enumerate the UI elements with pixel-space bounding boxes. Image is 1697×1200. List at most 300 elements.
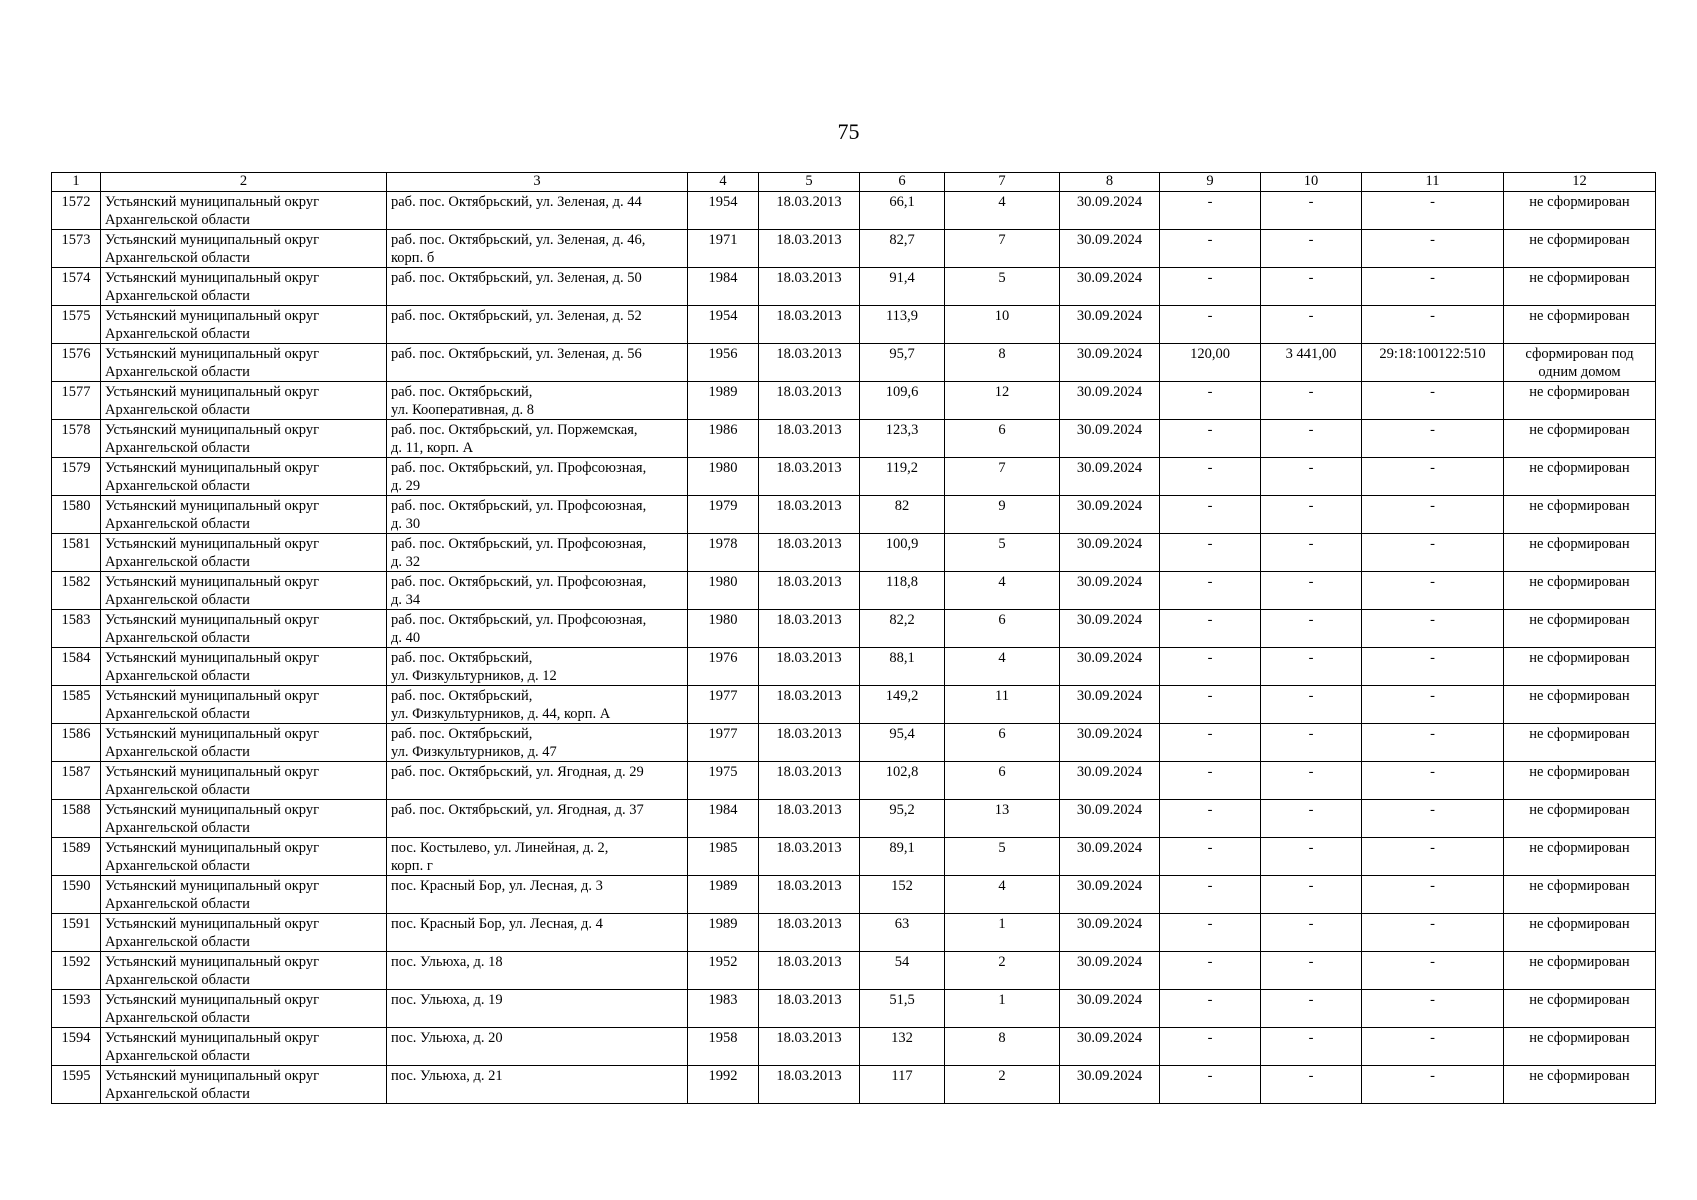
planned-date-cell-line: 30.09.2024 bbox=[1076, 764, 1143, 780]
table-row bbox=[52, 686, 1656, 724]
address-cell-line: раб. пос. Октябрьский, bbox=[391, 688, 533, 704]
table-row bbox=[52, 534, 1656, 572]
residents-cell-line: 1 bbox=[998, 916, 1006, 932]
year-cell-line: 1989 bbox=[708, 916, 738, 932]
status-cell bbox=[1504, 762, 1656, 800]
col10-cell-line: - bbox=[1308, 992, 1314, 1008]
owner-cell-line: Архангельской области bbox=[105, 972, 250, 988]
col10-cell-line: - bbox=[1308, 422, 1314, 438]
page-number: 75 bbox=[837, 119, 860, 144]
planned-date-cell bbox=[1060, 990, 1160, 1028]
status-cell bbox=[1504, 496, 1656, 534]
status-cell bbox=[1504, 192, 1656, 230]
address-cell-line: раб. пос. Октябрьский, ул. Ягодная, д. 37 bbox=[391, 802, 644, 818]
row-number-cell-line: 1585 bbox=[61, 688, 91, 704]
residents-cell-line: 12 bbox=[994, 384, 1010, 400]
col9-cell bbox=[1160, 914, 1261, 952]
address-cell bbox=[387, 192, 688, 230]
date-cell-line: 18.03.2013 bbox=[776, 232, 842, 248]
col10-cell-line: - bbox=[1308, 650, 1314, 666]
cadastral-cell-line: - bbox=[1430, 308, 1435, 324]
date-cell-line: 18.03.2013 bbox=[776, 384, 842, 400]
owner-cell bbox=[101, 534, 387, 572]
owner-cell-line: Устьянский муниципальный округ bbox=[105, 498, 320, 514]
status-cell-line: не сформирован bbox=[1529, 1030, 1630, 1046]
owner-cell bbox=[101, 306, 387, 344]
date-cell bbox=[759, 610, 860, 648]
owner-cell-line: Архангельской области bbox=[105, 896, 250, 912]
residents-cell bbox=[945, 496, 1060, 534]
year-cell-line: 1980 bbox=[708, 612, 738, 628]
table-row bbox=[52, 1066, 1656, 1104]
status-cell bbox=[1504, 458, 1656, 496]
cadastral-cell-line: - bbox=[1430, 764, 1435, 780]
col9-cell-line: - bbox=[1207, 650, 1213, 666]
year-cell bbox=[688, 686, 759, 724]
year-cell bbox=[688, 914, 759, 952]
planned-date-cell bbox=[1060, 268, 1160, 306]
status-cell bbox=[1504, 1066, 1656, 1104]
planned-date-cell bbox=[1060, 496, 1160, 534]
date-cell bbox=[759, 914, 860, 952]
cadastral-cell bbox=[1362, 230, 1504, 268]
owner-cell-line: Устьянский муниципальный округ bbox=[105, 992, 320, 1008]
year-cell-line: 1984 bbox=[708, 270, 738, 286]
area-cell-line: 51,5 bbox=[889, 992, 915, 1008]
status-cell-line: одним домом bbox=[1538, 364, 1621, 380]
date-cell bbox=[759, 268, 860, 306]
row-number-cell bbox=[52, 952, 101, 990]
col10-cell bbox=[1261, 838, 1362, 876]
planned-date-cell-line: 30.09.2024 bbox=[1076, 726, 1143, 742]
col9-cell bbox=[1160, 838, 1261, 876]
residents-cell bbox=[945, 990, 1060, 1028]
col10-cell bbox=[1261, 420, 1362, 458]
address-cell bbox=[387, 686, 688, 724]
row-number-cell bbox=[52, 876, 101, 914]
planned-date-cell-line: 30.09.2024 bbox=[1076, 1068, 1143, 1084]
address-cell bbox=[387, 800, 688, 838]
area-cell-line: 91,4 bbox=[889, 270, 915, 286]
date-cell bbox=[759, 952, 860, 990]
residents-cell bbox=[945, 306, 1060, 344]
year-cell bbox=[688, 420, 759, 458]
address-cell-line: раб. пос. Октябрьский, ул. Профсоюзная, bbox=[391, 612, 647, 628]
residents-cell-line: 7 bbox=[998, 232, 1006, 248]
col10-cell bbox=[1261, 382, 1362, 420]
area-cell-line: 118,8 bbox=[885, 574, 919, 590]
table-row bbox=[52, 914, 1656, 952]
planned-date-cell-line: 30.09.2024 bbox=[1076, 612, 1143, 628]
year-cell bbox=[688, 648, 759, 686]
col10-cell bbox=[1261, 534, 1362, 572]
address-cell-line: раб. пос. Октябрьский, ул. Поржемская, bbox=[391, 422, 638, 438]
col10-cell-line: 3 441,00 bbox=[1285, 346, 1337, 362]
year-cell bbox=[688, 572, 759, 610]
planned-date-cell bbox=[1060, 800, 1160, 838]
cadastral-cell-line: - bbox=[1430, 992, 1435, 1008]
owner-cell-line: Архангельской области bbox=[105, 516, 250, 532]
col9-cell-line: - bbox=[1207, 194, 1213, 210]
address-cell bbox=[387, 876, 688, 914]
col9-cell bbox=[1160, 876, 1261, 914]
row-number-cell bbox=[52, 306, 101, 344]
column-header: 11 bbox=[1362, 173, 1504, 192]
status-cell-line: не сформирован bbox=[1529, 650, 1630, 666]
col9-cell bbox=[1160, 458, 1261, 496]
residents-cell bbox=[945, 610, 1060, 648]
owner-cell-line: Устьянский муниципальный округ bbox=[105, 612, 320, 628]
planned-date-cell bbox=[1060, 1028, 1160, 1066]
col9-cell-line: - bbox=[1207, 612, 1213, 628]
planned-date-cell-line: 30.09.2024 bbox=[1076, 878, 1143, 894]
col9-cell bbox=[1160, 192, 1261, 230]
date-cell-line: 18.03.2013 bbox=[776, 954, 842, 970]
date-cell-line: 18.03.2013 bbox=[776, 308, 842, 324]
table-row bbox=[52, 876, 1656, 914]
area-cell bbox=[860, 724, 945, 762]
date-cell bbox=[759, 876, 860, 914]
table-row bbox=[52, 990, 1656, 1028]
area-cell bbox=[860, 458, 945, 496]
owner-cell-line: Устьянский муниципальный округ bbox=[105, 460, 320, 476]
status-cell-line: не сформирован bbox=[1529, 422, 1630, 438]
area-cell bbox=[860, 1066, 945, 1104]
date-cell bbox=[759, 990, 860, 1028]
owner-cell-line: Архангельской области bbox=[105, 440, 250, 456]
owner-cell bbox=[101, 724, 387, 762]
date-cell bbox=[759, 458, 860, 496]
row-number-cell-line: 1586 bbox=[61, 726, 91, 742]
table-row bbox=[52, 610, 1656, 648]
date-cell bbox=[759, 230, 860, 268]
col9-cell-line: - bbox=[1207, 232, 1213, 248]
area-cell-line: 66,1 bbox=[889, 194, 915, 210]
year-cell-line: 1980 bbox=[708, 574, 738, 590]
table-row bbox=[52, 1028, 1656, 1066]
area-cell bbox=[860, 762, 945, 800]
area-cell-line: 149,2 bbox=[885, 688, 919, 704]
area-cell bbox=[860, 914, 945, 952]
year-cell bbox=[688, 952, 759, 990]
address-cell-line: раб. пос. Октябрьский, bbox=[391, 650, 533, 666]
table-row bbox=[52, 306, 1656, 344]
status-cell-line: не сформирован bbox=[1529, 612, 1630, 628]
column-header: 10 bbox=[1261, 173, 1362, 192]
status-cell bbox=[1504, 686, 1656, 724]
residents-cell-line: 11 bbox=[995, 688, 1009, 704]
residents-cell bbox=[945, 686, 1060, 724]
column-header: 12 bbox=[1504, 173, 1656, 192]
date-cell-line: 18.03.2013 bbox=[776, 194, 842, 210]
year-cell bbox=[688, 610, 759, 648]
owner-cell-line: Устьянский муниципальный округ bbox=[105, 384, 320, 400]
cadastral-cell-line: - bbox=[1430, 954, 1435, 970]
address-cell-line: д. 32 bbox=[391, 554, 421, 570]
cadastral-cell-line: 29:18:100122:510 bbox=[1379, 346, 1486, 362]
address-cell-line: пос. Ульюха, д. 20 bbox=[391, 1030, 503, 1046]
col10-cell bbox=[1261, 192, 1362, 230]
date-cell-line: 18.03.2013 bbox=[776, 1030, 842, 1046]
residents-cell-line: 6 bbox=[998, 612, 1006, 628]
area-cell bbox=[860, 306, 945, 344]
owner-cell bbox=[101, 648, 387, 686]
planned-date-cell-line: 30.09.2024 bbox=[1076, 916, 1143, 932]
year-cell-line: 1954 bbox=[708, 194, 738, 210]
residents-cell-line: 6 bbox=[998, 726, 1006, 742]
year-cell-line: 1978 bbox=[708, 536, 738, 552]
col9-cell-line: - bbox=[1207, 916, 1213, 932]
year-cell-line: 1986 bbox=[708, 422, 738, 438]
column-header: 7 bbox=[945, 173, 1060, 192]
date-cell bbox=[759, 344, 860, 382]
year-cell bbox=[688, 1028, 759, 1066]
cadastral-cell bbox=[1362, 1028, 1504, 1066]
col10-cell bbox=[1261, 952, 1362, 990]
owner-cell bbox=[101, 268, 387, 306]
table-row bbox=[52, 496, 1656, 534]
area-cell bbox=[860, 838, 945, 876]
residents-cell-line: 2 bbox=[998, 954, 1006, 970]
cadastral-cell-line: - bbox=[1430, 1068, 1435, 1084]
cadastral-cell-line: - bbox=[1430, 536, 1435, 552]
col10-cell bbox=[1261, 306, 1362, 344]
date-cell bbox=[759, 686, 860, 724]
planned-date-cell-line: 30.09.2024 bbox=[1076, 650, 1143, 666]
address-cell-line: раб. пос. Октябрьский, bbox=[391, 726, 533, 742]
col10-cell-line: - bbox=[1308, 726, 1314, 742]
owner-cell-line: Устьянский муниципальный округ bbox=[105, 954, 320, 970]
date-cell-line: 18.03.2013 bbox=[776, 1068, 842, 1084]
col10-cell bbox=[1261, 762, 1362, 800]
col10-cell-line: - bbox=[1308, 916, 1314, 932]
address-cell-line: раб. пос. Октябрьский, ул. Зеленая, д. 46, bbox=[391, 232, 646, 248]
area-cell-line: 82,2 bbox=[889, 612, 915, 628]
table-row bbox=[52, 952, 1656, 990]
residents-cell bbox=[945, 458, 1060, 496]
cadastral-cell bbox=[1362, 306, 1504, 344]
row-number-cell-line: 1575 bbox=[61, 308, 91, 324]
year-cell-line: 1976 bbox=[708, 650, 738, 666]
status-cell bbox=[1504, 876, 1656, 914]
address-cell-line: пос. Костылево, ул. Линейная, д. 2, bbox=[391, 840, 609, 856]
date-cell-line: 18.03.2013 bbox=[776, 764, 842, 780]
row-number-cell bbox=[52, 686, 101, 724]
cadastral-cell-line: - bbox=[1430, 612, 1435, 628]
year-cell bbox=[688, 192, 759, 230]
planned-date-cell bbox=[1060, 382, 1160, 420]
cadastral-cell-line: - bbox=[1430, 460, 1435, 476]
row-number-cell bbox=[52, 192, 101, 230]
residents-cell bbox=[945, 268, 1060, 306]
area-cell-line: 95,2 bbox=[889, 802, 915, 818]
col9-cell bbox=[1160, 344, 1261, 382]
column-header: 6 bbox=[860, 173, 945, 192]
col10-cell bbox=[1261, 458, 1362, 496]
col9-cell bbox=[1160, 610, 1261, 648]
planned-date-cell bbox=[1060, 306, 1160, 344]
area-cell bbox=[860, 420, 945, 458]
status-cell bbox=[1504, 572, 1656, 610]
col10-cell-line: - bbox=[1308, 954, 1314, 970]
col9-cell-line: - bbox=[1207, 270, 1213, 286]
table-row bbox=[52, 724, 1656, 762]
cadastral-cell bbox=[1362, 610, 1504, 648]
status-cell-line: не сформирован bbox=[1529, 270, 1630, 286]
cadastral-cell-line: - bbox=[1430, 688, 1435, 704]
area-cell bbox=[860, 496, 945, 534]
owner-cell-line: Архангельской области bbox=[105, 402, 250, 418]
address-cell bbox=[387, 648, 688, 686]
planned-date-cell-line: 30.09.2024 bbox=[1076, 536, 1143, 552]
area-cell-line: 117 bbox=[891, 1068, 913, 1084]
table-row bbox=[52, 420, 1656, 458]
residents-cell bbox=[945, 838, 1060, 876]
row-number-cell-line: 1577 bbox=[61, 384, 91, 400]
table-row bbox=[52, 838, 1656, 876]
area-cell bbox=[860, 268, 945, 306]
cadastral-cell bbox=[1362, 648, 1504, 686]
date-cell-line: 18.03.2013 bbox=[776, 270, 842, 286]
cadastral-cell bbox=[1362, 496, 1504, 534]
col10-cell bbox=[1261, 800, 1362, 838]
date-cell-line: 18.03.2013 bbox=[776, 422, 842, 438]
address-cell bbox=[387, 534, 688, 572]
status-cell bbox=[1504, 1028, 1656, 1066]
year-cell bbox=[688, 534, 759, 572]
owner-cell bbox=[101, 496, 387, 534]
col10-cell-line: - bbox=[1308, 232, 1314, 248]
address-cell bbox=[387, 420, 688, 458]
year-cell bbox=[688, 458, 759, 496]
year-cell-line: 1979 bbox=[708, 498, 738, 514]
owner-cell bbox=[101, 382, 387, 420]
cadastral-cell-line: - bbox=[1430, 422, 1435, 438]
status-cell bbox=[1504, 420, 1656, 458]
cadastral-cell bbox=[1362, 952, 1504, 990]
area-cell-line: 100,9 bbox=[885, 536, 919, 552]
owner-cell bbox=[101, 572, 387, 610]
address-cell-line: д. 11, корп. А bbox=[391, 440, 474, 456]
year-cell-line: 1992 bbox=[708, 1068, 738, 1084]
planned-date-cell-line: 30.09.2024 bbox=[1076, 308, 1143, 324]
address-cell bbox=[387, 990, 688, 1028]
row-number-cell-line: 1579 bbox=[61, 460, 91, 476]
owner-cell-line: Устьянский муниципальный округ bbox=[105, 422, 320, 438]
owner-cell-line: Архангельской области bbox=[105, 706, 250, 722]
planned-date-cell bbox=[1060, 1066, 1160, 1104]
status-cell-line: не сформирован bbox=[1529, 916, 1630, 932]
date-cell bbox=[759, 192, 860, 230]
row-number-cell bbox=[52, 268, 101, 306]
col9-cell bbox=[1160, 648, 1261, 686]
col10-cell-line: - bbox=[1308, 878, 1314, 894]
date-cell bbox=[759, 1028, 860, 1066]
col9-cell bbox=[1160, 420, 1261, 458]
owner-cell bbox=[101, 800, 387, 838]
residents-cell bbox=[945, 914, 1060, 952]
status-cell bbox=[1504, 534, 1656, 572]
area-cell-line: 113,9 bbox=[885, 308, 919, 324]
col10-cell bbox=[1261, 990, 1362, 1028]
cadastral-cell-line: - bbox=[1430, 840, 1435, 856]
planned-date-cell bbox=[1060, 572, 1160, 610]
planned-date-cell-line: 30.09.2024 bbox=[1076, 992, 1143, 1008]
col9-cell bbox=[1160, 800, 1261, 838]
table-row bbox=[52, 800, 1656, 838]
row-number-cell-line: 1582 bbox=[61, 574, 91, 590]
planned-date-cell-line: 30.09.2024 bbox=[1076, 194, 1143, 210]
row-number-cell-line: 1590 bbox=[61, 878, 91, 894]
owner-cell-line: Архангельской области bbox=[105, 1086, 250, 1102]
address-cell-line: ул. Физкультурников, д. 47 bbox=[391, 744, 557, 760]
table-row bbox=[52, 762, 1656, 800]
year-cell bbox=[688, 876, 759, 914]
residents-cell-line: 8 bbox=[998, 1030, 1006, 1046]
address-cell bbox=[387, 382, 688, 420]
owner-cell-line: Устьянский муниципальный округ bbox=[105, 878, 320, 894]
status-cell-line: не сформирован bbox=[1529, 802, 1630, 818]
area-cell bbox=[860, 534, 945, 572]
col9-cell-line: - bbox=[1207, 1030, 1213, 1046]
col10-cell bbox=[1261, 1028, 1362, 1066]
owner-cell-line: Архангельской области bbox=[105, 592, 250, 608]
table-body bbox=[52, 173, 1656, 1104]
address-cell bbox=[387, 344, 688, 382]
table-row bbox=[52, 230, 1656, 268]
address-cell-line: пос. Ульюха, д. 19 bbox=[391, 992, 503, 1008]
owner-cell-line: Устьянский муниципальный округ bbox=[105, 194, 320, 210]
cadastral-cell bbox=[1362, 382, 1504, 420]
planned-date-cell bbox=[1060, 192, 1160, 230]
status-cell-line: не сформирован bbox=[1529, 460, 1630, 476]
row-number-cell-line: 1581 bbox=[61, 536, 91, 552]
col9-cell-line: - bbox=[1207, 764, 1213, 780]
residents-cell-line: 4 bbox=[998, 650, 1006, 666]
col10-cell-line: - bbox=[1308, 612, 1314, 628]
year-cell-line: 1984 bbox=[708, 802, 738, 818]
table-row bbox=[52, 344, 1656, 382]
owner-cell-line: Архангельской области bbox=[105, 934, 250, 950]
residents-cell bbox=[945, 572, 1060, 610]
column-header: 2 bbox=[101, 173, 387, 192]
area-cell-line: 152 bbox=[891, 878, 913, 894]
area-cell-line: 119,2 bbox=[885, 460, 919, 476]
year-cell-line: 1989 bbox=[708, 878, 738, 894]
planned-date-cell-line: 30.09.2024 bbox=[1076, 840, 1143, 856]
status-cell-line: не сформирован bbox=[1529, 878, 1630, 894]
owner-cell bbox=[101, 686, 387, 724]
col9-cell-line: - bbox=[1207, 1068, 1213, 1084]
row-number-cell-line: 1588 bbox=[61, 802, 91, 818]
cadastral-cell bbox=[1362, 268, 1504, 306]
status-cell bbox=[1504, 914, 1656, 952]
cadastral-cell bbox=[1362, 990, 1504, 1028]
planned-date-cell-line: 30.09.2024 bbox=[1076, 422, 1143, 438]
col9-cell bbox=[1160, 572, 1261, 610]
cadastral-cell-line: - bbox=[1430, 1030, 1435, 1046]
row-number-cell bbox=[52, 458, 101, 496]
table-row bbox=[52, 572, 1656, 610]
col9-cell-line: - bbox=[1207, 460, 1213, 476]
cadastral-cell-line: - bbox=[1430, 498, 1435, 514]
col10-cell-line: - bbox=[1308, 536, 1314, 552]
owner-cell-line: Устьянский муниципальный округ bbox=[105, 840, 320, 856]
date-cell-line: 18.03.2013 bbox=[776, 536, 842, 552]
row-number-cell bbox=[52, 724, 101, 762]
table-row bbox=[52, 268, 1656, 306]
col9-cell-line: - bbox=[1207, 574, 1213, 590]
